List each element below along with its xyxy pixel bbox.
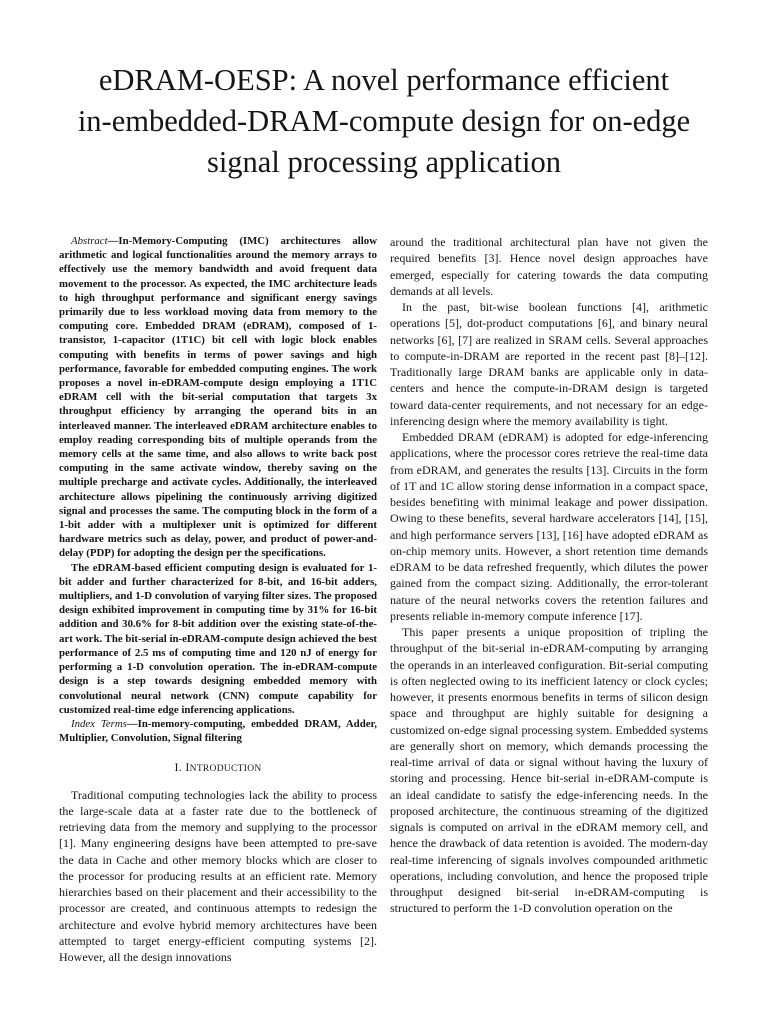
index-terms-label: Index Terms xyxy=(71,717,127,730)
section-heading-introduction: I. INTRODUCTION xyxy=(174,760,262,775)
paper-title xyxy=(40,60,728,183)
title-line-2: in-embedded-DRAM-compute design for on-edge xyxy=(77,104,691,138)
abstract-text-1: In-Memory-Computing (IMC) architectures allow arithmetic and logical functionalities around the memory arrays to effectively use the memory bandwidth and avoid frequent data movement to the processor. As expected, the IMC architecture leads to high throughput performance and significant energy savings primarily due to less workload moving data from memory to the computing core. Embedded DRAM (eDRAM), composed of 1-transistor, 1-capacitor (1T1C) bit cell with logic block enables computing with benefits in terms of power savings and high performance, favorable for embedded computing engines. The work proposes a novel in-eDRAM-compute design employing a 1T1C eDRAM cell with the bit-serial computation that targets 3x throughput efficiency by arranging the operand bits in an interleaved manner. The interleaved eDRAM architecture enables to employ reading corresponding bits of multiple operands from the memory cells at the same time, and also allows to write back post computing in the same activate window, thereby saving on the multiple precharge and activate cycles. Additionally, the interleaved architecture allows pipelining the continuously arriving digitized signal and processes the same. The computing block in the form of a 1-bit adder with a multiplexer unit is optimized for different hardware metrics such as delay, power, and product of power-and-delay (PDP) for adopting the design per the specifications. xyxy=(59,235,377,560)
title-line-1: eDRAM-OESP: A novel performance efficient xyxy=(98,63,670,97)
intro-paragraph-3: Embedded DRAM (eDRAM) is adopted for edge-inferencing applications, where the processor cores retrieve the real-time data from eDRAM, and generates the results [13]. Circuits in the form of 1T and 1C allow storing dense information in a compact space, besides benefiting with minimal leakage and power dissipation. Owing to these benefits, several hardware accelerators [14], [15], and high performance servers [13], [16] have adopted eDRAM as on-chip memory units. However, a short retention time demands eDRAM to be data refreshed frequently, which dilutes the power gained from the compact sizing. Additionally, the error-tolerant nature of the neural networks covers the retention failures and presents reliable in-memory compute inference [17]. xyxy=(390,430,708,623)
abstract-paragraph-1: Abstract—In-Memory-Computing (IMC) architectures allow arithmetic and logical functionalities around the memory arrays to effectively use the memory bandwidth and avoid frequent data movement to the processor. As expected, the IMC architecture leads to high throughput performance and significant energy savings primarily due to less workload moving data from memory to the computing core. Embedded DRAM (eDRAM), composed of 1-transistor, 1-capacitor (1T1C) bit cell with logic block enables computing with benefits in terms of power savings and high performance, favorable for embedded computing engines. The work proposes a novel in-eDRAM-compute design employing a 1T1C eDRAM cell with the bit-serial computation that targets 3x throughput efficiency by arranging the operand bits in an interleaved manner. The interleaved eDRAM architecture enables to employ reading corresponding bits of multiple operands from the memory cells at the same time, and also allows to write back post computing in the same activate window, thereby saving on the multiple precharge and activate cycles. Additionally, the interleaved architecture allows pipelining the continuously arriving digitized signal and processes the same. The computing block in the form of a 1-bit adder with a multiplexer unit is optimized for different hardware metrics such as delay, power, and product of power-and-delay (PDP) for adopting the design per the specifications. xyxy=(59,235,377,560)
abstract-label: Abstract xyxy=(71,235,108,247)
index-terms: Index Terms—In-memory-computing, embedded DRAM, Adder, Multiplier, Convolution, Signal filtering xyxy=(59,717,377,745)
intro-paragraph-4: This paper presents a unique proposition of tripling the throughput of the bit-serial in-eDRAM-computing by arranging the operands in an interleaved configuration. Bit-serial computing is often neglected owing to its inefficient latency or clock cycles; however, it presents enormous benefits in terms of silicon design space and throughput are highly suitable for designing a customized on-edge signal processing system. Embedded systems are generally short on memory, which demands processing the real-time arrival of data or signal without having the luxury of storing and processing. Hence bit-serial in-eDRAM-compute is an ideal candidate to satisfy the edge-inferencing needs. In the proposed architecture, the continuous streaming of the digitized signals is computed on arrival in the eDRAM memory cell, and hence the drawback of data retention is avoided. The modern-day real-time inferencing of signals involves compounded arithmetic operations, including convolution, and hence the proposed triple throughput designed bit-serial in-eDRAM-computing is structured to perform the 1-D convolution operation on the xyxy=(390,625,708,916)
title-line-3: signal processing application xyxy=(206,145,562,179)
abstract-text-2: The eDRAM-based efficient computing design is evaluated for 1-bit adder and further characterized for 8-bit, and 16-bit adders, multipliers, and 1-D convolution of varying filter sizes. The proposed design exhibited improvement in computing time by 31% for 16-bit addition and 30.6% for 8-bit addition over the existing state-of-the-art work. The bit-serial in-eDRAM-compute design achieved the best performance of 2.5 ms of computing time and 120 nJ of energy for performing a 1-D convolution operation. The in-eDRAM-compute design is a step towards designing embedded memory with convolutional neural network (CNN) compute capability for customized real-time edge inferencing applications. xyxy=(59,561,377,716)
intro-paragraph-continued: around the traditional architectural plan have not given the required benefits [3]. Hence novel design approaches have emerged, especially for catering towards the data computing demands at all levels. xyxy=(390,235,708,298)
right-column xyxy=(390,234,708,917)
abstract xyxy=(59,234,377,745)
intro-paragraph-1: Traditional computing technologies lack the ability to process the large-scale data at a faster rate due to the bottleneck of retrieving data from the memory and supplying to the processor [1]. Many engineering designs have been attempted to pre-save the data in Cache and other memory blocks which are closer to the processor for producing results at an efficient rate. Memory hierarchies based on their placement and their accessibility to the processor are created, and continuous attempts to redesign the architecture and evolve hybrid memory architectures have been attempted to target energy-efficient computing systems [2]. However, all the design innovations xyxy=(59,787,377,965)
index-terms-text: In-memory-computing, embedded DRAM, Adder, Multiplier, Convolution, Signal filtering xyxy=(59,717,377,745)
left-column xyxy=(59,234,377,965)
abstract-paragraph-2 xyxy=(59,561,377,717)
intro-paragraph-2: In the past, bit-wise boolean functions [4], arithmetic operations [5], dot-product computations [6], and binary neural networks [6], [7] are realized in SRAM cells. Several approaches to compute-in-DRAM are reported in the recent past [8]–[12]. Traditionally large DRAM banks are applicable only in data-centers and hence the compute-in-DRAM design is targeted toward data-center requirements, and not necessary for an edge-inferencing design where the memory availability is tight. xyxy=(390,300,708,428)
